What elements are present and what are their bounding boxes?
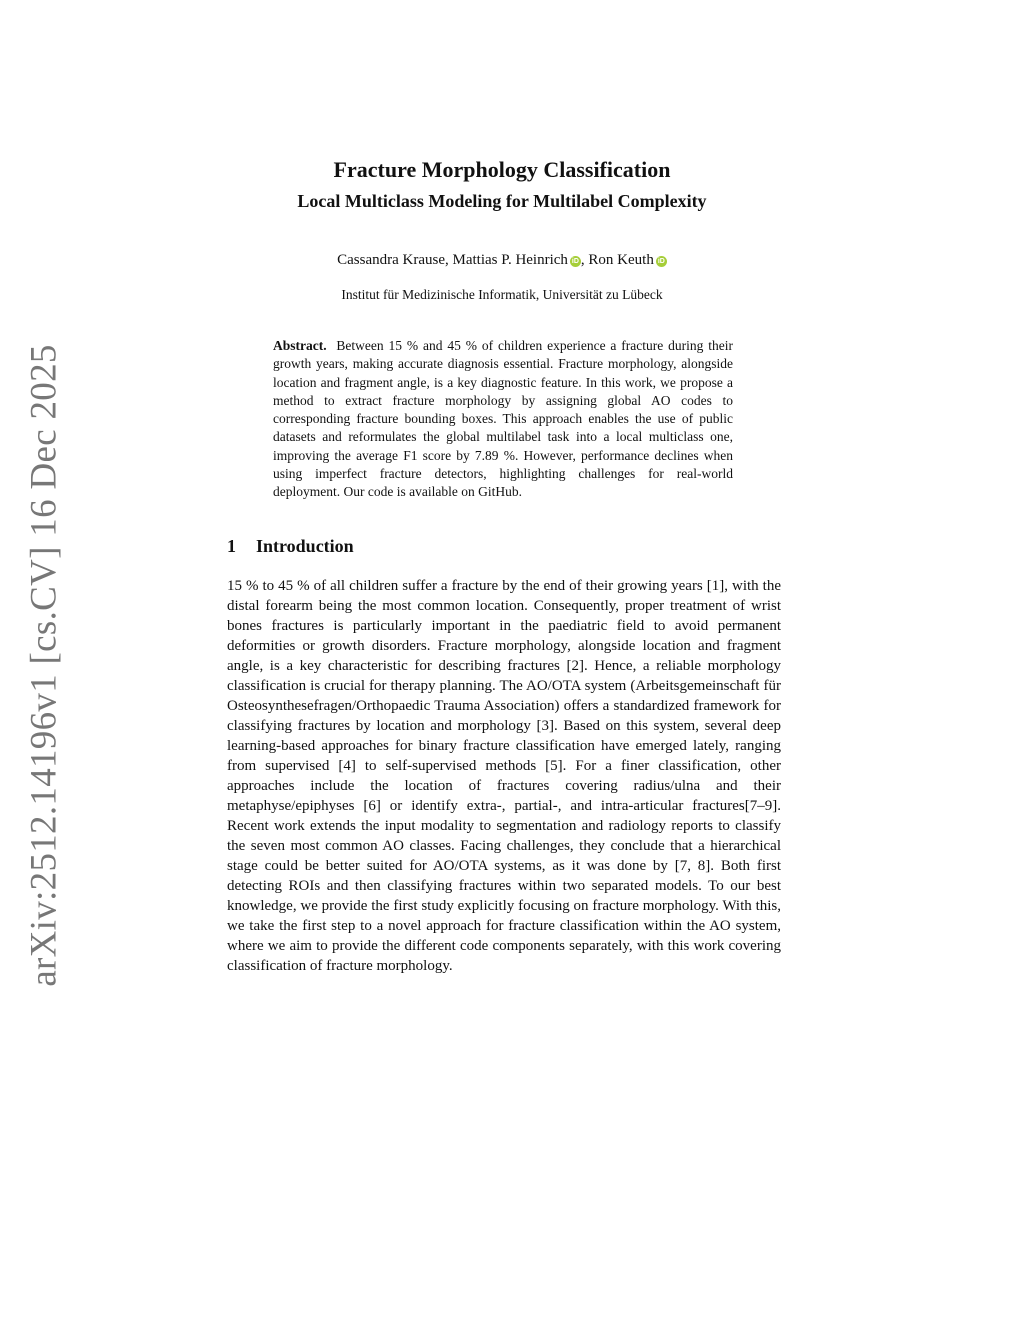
abstract-label: Abstract. [273, 338, 327, 353]
orcid-icon[interactable]: iD [571, 258, 579, 265]
author-list [0, 250, 1004, 270]
introduction-paragraph: 15 % to 45 % of all children suffer a fracture by the end of their growing years [1], with the distal forearm being the most common location. Consequently, proper treatment of wrist bones fractures is particularly important in the paediatric field to avoid permanent deformities or growth disorders. Fracture morphology, alongside location and fragment angle, is a key characteristic for describing fractures [2]. Hence, a reliable morphology classification is crucial for therapy planning. The AO/OTA system (Arbeitsgemeinschaft für Osteosynthesefragen/Orthopaedic Trauma Association) offers a standardized framework for classifying fractures by location and morphology [3]. Based on this system, several deep learning-based approaches for binary fracture classification have emerged lately, ranging from supervised [4] to self-supervised methods [5]. For a finer classification, other approaches include the location of fractures covering radius/ulna and their metaphyse/epiphyses [6] or identify extra-, partial-, and intra-articular fractures[7–9]. Recent work extends the input modality to segmentation and radiology reports to classify the seven most common AO classes. Facing challenges, they conclude that a hierarchical stage could be better suited for AO/OTA systems, as it was done by [7, 8]. Both first detecting ROIs and then classifying fractures within two separated models. To our best knowledge, we provide the first study explicitly focusing on fracture morphology. With this, we take the first step to a novel approach for fracture classification within the AO system, where we aim to provide the different code components separately, with this work covering classification of fracture morphology. [227, 578, 781, 974]
section-number: 1 [227, 536, 236, 556]
section-heading-introduction [227, 534, 354, 558]
author-names-1: Cassandra Krause, Mattias P. Heinrich [337, 252, 568, 268]
orcid-icon[interactable]: iD [657, 258, 665, 265]
paper-title: Fracture Morphology Classification [333, 157, 671, 182]
arxiv-identifier-text: arXiv:2512.14196v1 [cs.CV] 16 Dec 2025 [23, 343, 65, 987]
section-title: Introduction [256, 536, 354, 556]
author-separator: , [580, 252, 589, 268]
abstract [273, 337, 733, 502]
abstract-text: Between 15 % and 45 % of children experience a fracture during their growth years, making accurate diagnosis essential. Fracture morphology, alongside location and fragment angle, is a key diagnostic feature. In this work, we propose a method to extract fracture morphology by assigning global AO codes to corresponding fracture bounding boxes. This approach enables the use of public datasets and reformulates the global multilabel task into a local multiclass one, improving the average F1 score by 7.89 %. However, performance declines when using imperfect fracture detectors, highlighting challenges for real-world deployment. Our code is available on GitHub. [273, 338, 734, 500]
arxiv-identifier [14, 343, 74, 987]
paper-subtitle: Local Multiclass Modeling for Multilabel Complexity [297, 191, 707, 211]
author-name-2: Ron Keuth [588, 252, 654, 268]
affiliation: Institut für Medizinische Informatik, Universität zu Lübeck [341, 287, 663, 302]
